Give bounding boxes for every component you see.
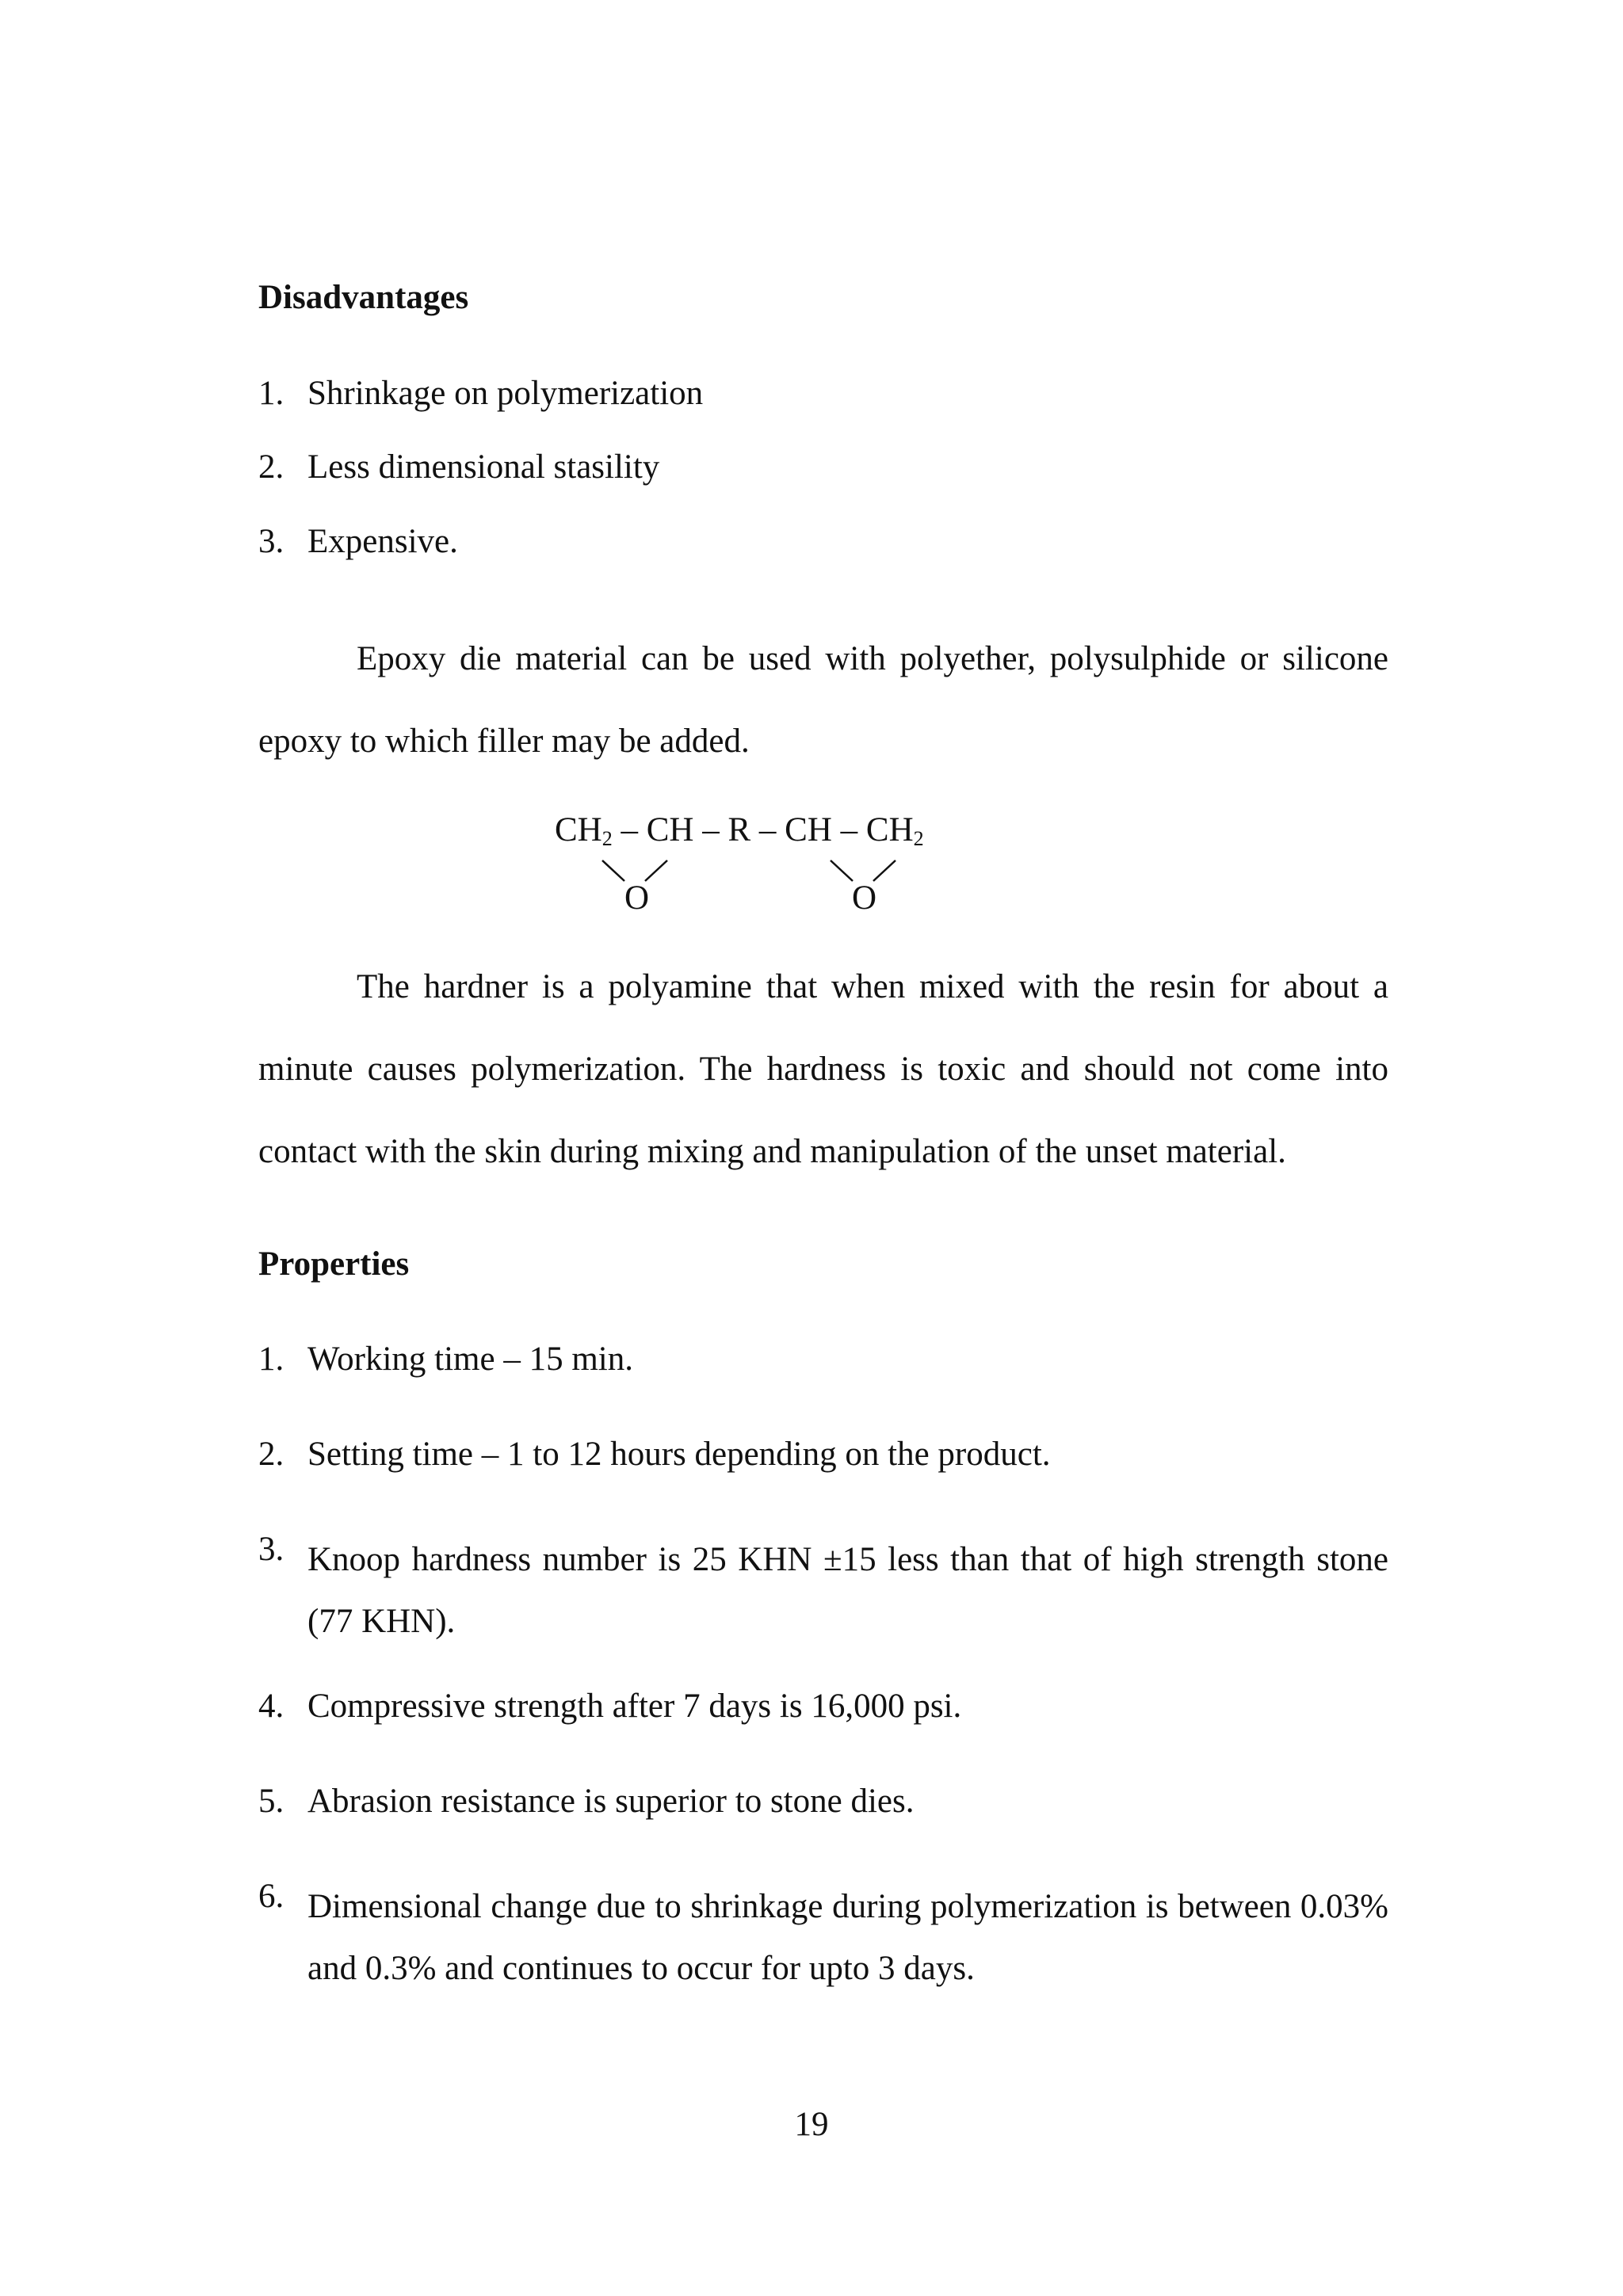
- epoxy-paragraph: Epoxy die material can be used with polyether, polysulphide or silicone epoxy to which filler may be added.: [258, 640, 1388, 760]
- list-number: 1.: [258, 375, 285, 412]
- list-number: 2.: [258, 448, 285, 486]
- bond-right-up: [873, 860, 896, 881]
- list-text: Abrasion resistance is superior to stone dies.: [307, 1783, 915, 1820]
- formula-oxygen-right: O: [852, 879, 877, 917]
- epoxy-structural-formula: [555, 810, 1030, 936]
- list-text: Less dimensional stasility: [307, 448, 660, 486]
- list-number: 4.: [258, 1688, 285, 1725]
- list-number: 5.: [258, 1783, 285, 1820]
- list-text: Compressive strength after 7 days is 16,000 psi.: [307, 1688, 962, 1725]
- formula-main-chain: $CH_2$ – CH – R – CH – $CH_2$: [555, 811, 924, 850]
- list-number: 2.: [258, 1436, 285, 1473]
- list-number: 3.: [258, 523, 285, 560]
- property-item-5: [258, 1781, 1388, 1822]
- hardner-paragraph: The hardner is a polyamine that when mixed with the resin for about a minute causes polymerization. The hardness is toxic and should not come into contact with the skin during mixing and manipulation of the unset material.: [258, 968, 1388, 1170]
- list-number: 3.: [258, 1531, 285, 1568]
- disadvantage-item-1: [258, 373, 1388, 414]
- property-item-2: [258, 1434, 1388, 1475]
- formula-oxygen-left: O: [624, 879, 650, 917]
- list-text: Expensive.: [307, 523, 458, 560]
- bond-right-down: [831, 860, 853, 881]
- list-text: Setting time – 1 to 12 hours depending on the product.: [307, 1436, 1051, 1473]
- list-text: Working time – 15 min.: [307, 1341, 633, 1378]
- property-item-1: [258, 1339, 1388, 1380]
- properties-heading: Properties: [258, 1245, 410, 1283]
- page-number: 19: [794, 2106, 829, 2143]
- list-text: Dimensional change due to shrinkage during polymerization is between 0.03% and 0.3% and continues to occur for upto 3 days.: [307, 1888, 1388, 1987]
- list-text: Shrinkage on polymerization: [307, 375, 704, 412]
- list-text: Knoop hardness number is 25 KHN ±15 less than that of high strength stone (77 KHN).: [307, 1541, 1388, 1640]
- list-number: 1.: [258, 1341, 285, 1378]
- disadvantage-item-3: [258, 521, 1388, 563]
- property-item-4: [258, 1686, 1388, 1727]
- bond-left-down: [602, 860, 624, 881]
- property-item-3: [258, 1529, 1388, 1653]
- property-item-6: [258, 1876, 1388, 2000]
- disadvantages-heading: Disadvantages: [258, 279, 469, 316]
- list-number: 6.: [258, 1878, 285, 1915]
- disadvantage-item-2: [258, 447, 1388, 488]
